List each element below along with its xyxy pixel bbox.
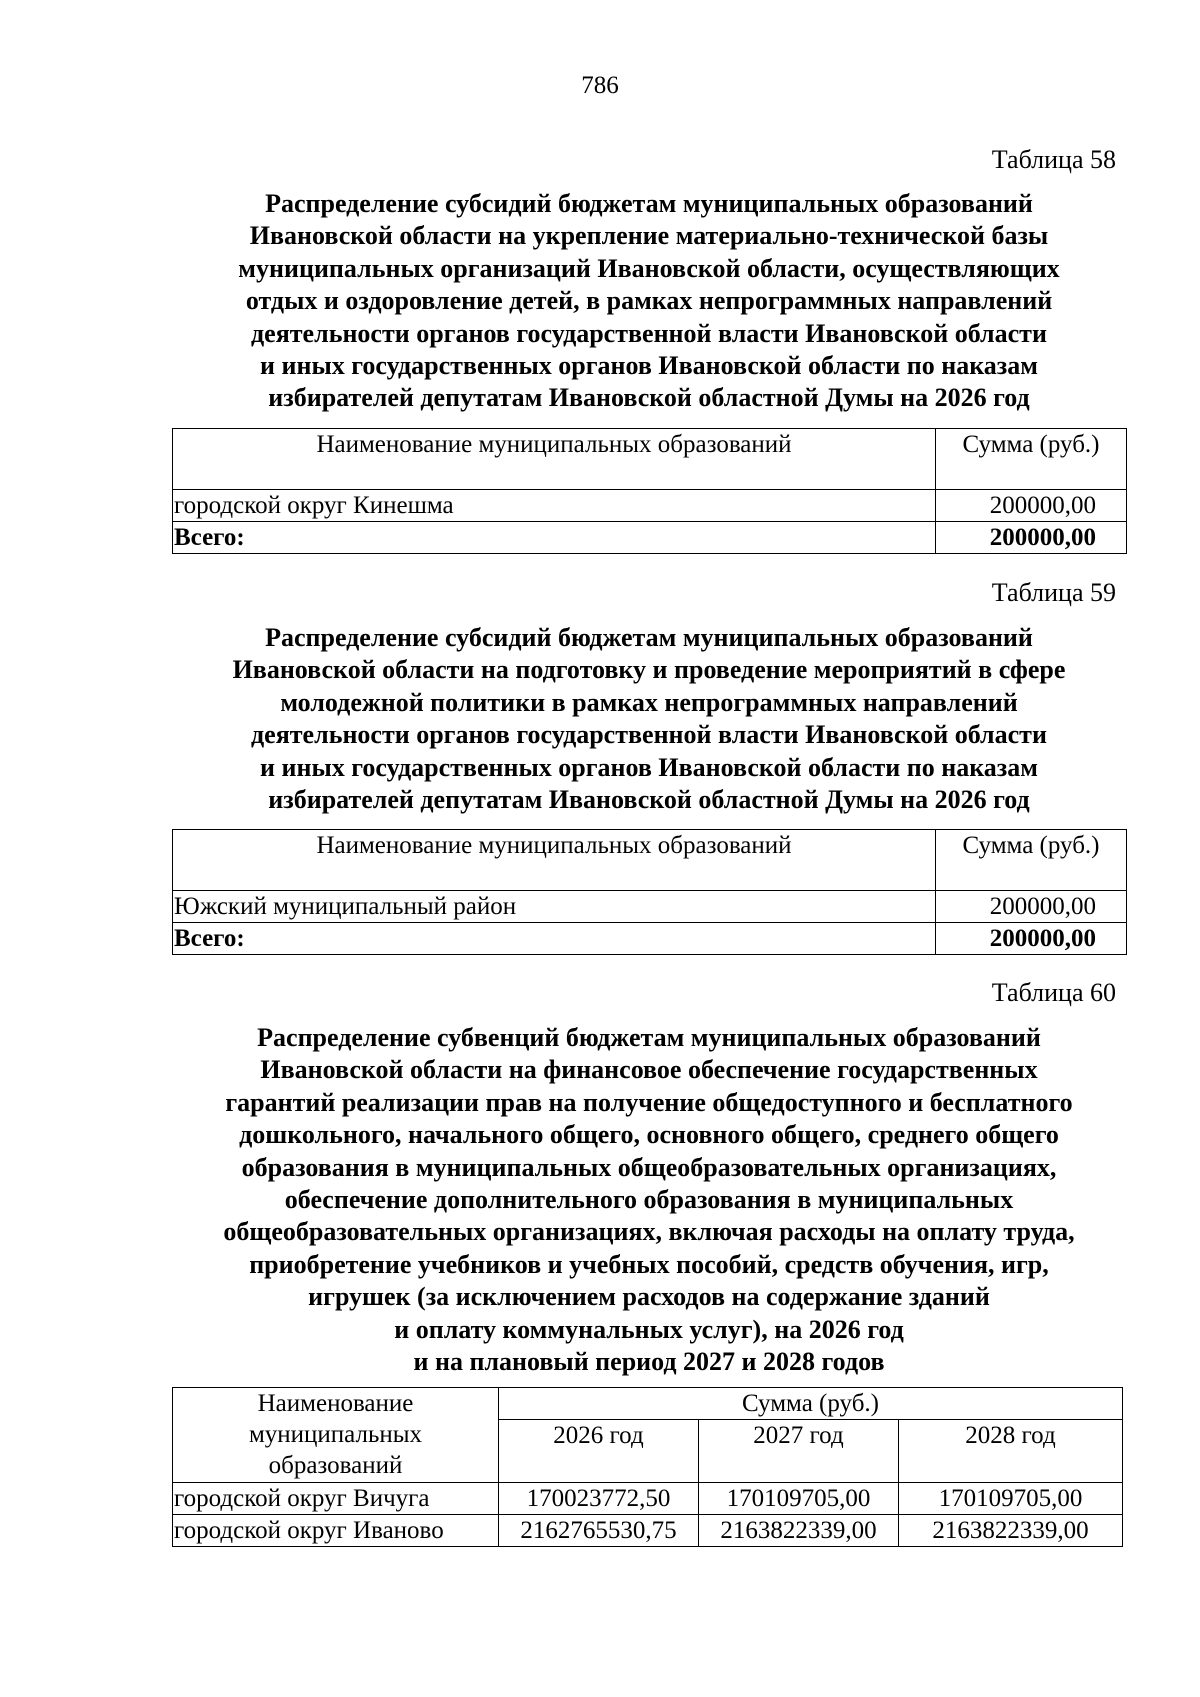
title-line: и на плановый период 2027 и 2028 годов (413, 1347, 885, 1377)
row-value: 2163822339,00 (699, 1515, 899, 1547)
title-line: деятельности органов государственной власти Ивановской области (251, 318, 1047, 348)
row-name: городской округ Кинешма (173, 490, 936, 522)
title-line: деятельности органов государственной власти Ивановской области (251, 720, 1047, 750)
table-row (173, 490, 1127, 522)
table-59-label: Таблица 59 (991, 578, 1116, 607)
table-58-label: Таблица 58 (991, 145, 1116, 174)
row-value: 2162765530,75 (499, 1515, 699, 1547)
table-60-label: Таблица 60 (991, 978, 1116, 1007)
title-line: образования в муниципальных общеобразовательных организациях, (241, 1152, 1057, 1182)
table-total-row (173, 923, 1127, 955)
table-58-title (172, 188, 1126, 415)
header-name-line: муниципальных (248, 1421, 423, 1448)
row-sum: 200000,00 (936, 490, 1127, 522)
title-line: Ивановской области на подготовку и проведение мероприятий в сфере (232, 655, 1066, 685)
title-line: и иных государственных органов Ивановской области по наказам (260, 351, 1038, 381)
title-line: избирателей депутатам Ивановской областной Думы на 2026 год (268, 785, 1030, 815)
header-year: 2028 год (899, 1420, 1123, 1483)
header-sum: Сумма (руб.) (936, 830, 1127, 891)
header-name: Наименование муниципальных образований (173, 830, 936, 891)
title-line: муниципальных организаций Ивановской области, осуществляющих (238, 253, 1060, 283)
table-60 (172, 1387, 1123, 1547)
row-sum: 200000,00 (936, 891, 1127, 923)
row-name: Южский муниципальный район (173, 891, 936, 923)
total-label: Всего: (173, 522, 936, 554)
header-year: 2027 год (699, 1420, 899, 1483)
header-name (173, 1388, 499, 1483)
total-sum: 200000,00 (936, 522, 1127, 554)
row-name: городской округ Вичуга (173, 1483, 499, 1515)
row-name: городской округ Иваново (173, 1515, 499, 1547)
row-value: 170023772,50 (499, 1483, 699, 1515)
title-line: Распределение субвенций бюджетам муниципальных образований (257, 1023, 1041, 1052)
table-total-row (173, 522, 1127, 554)
row-value: 170109705,00 (899, 1483, 1123, 1515)
table-59 (172, 829, 1127, 955)
title-line: Ивановской области на укрепление материально-технической базы (249, 221, 1049, 251)
header-name-line: Наименование (257, 1390, 414, 1417)
page-number: 786 (581, 72, 619, 99)
title-line: молодежной политики в рамках непрограммных направлений (280, 687, 1018, 717)
total-sum: 200000,00 (936, 923, 1127, 955)
header-sum: Сумма (руб.) (936, 429, 1127, 490)
row-value: 170109705,00 (699, 1483, 899, 1515)
title-line: Распределение субсидий бюджетам муниципальных образований (265, 623, 1033, 652)
title-line: и оплату коммунальных услуг), на 2026 год (394, 1314, 904, 1344)
title-line: приобретение учебников и учебных пособий, средств обучения, игр, (249, 1249, 1049, 1279)
row-value: 2163822339,00 (899, 1515, 1123, 1547)
header-sum: Сумма (руб.) (499, 1388, 1123, 1420)
title-line: Ивановской области на финансовое обеспечение государственных (260, 1055, 1038, 1085)
title-line: гарантий реализации прав на получение общедоступного и бесплатного (225, 1087, 1073, 1117)
header-name-line: образований (268, 1452, 403, 1479)
title-line: обеспечение дополнительного образования в муниципальных (284, 1185, 1014, 1215)
title-line: отдых и оздоровление детей, в рамках непрограммных направлений (245, 286, 1053, 316)
header-name: Наименование муниципальных образований (173, 429, 936, 490)
table-row (173, 1515, 1123, 1547)
table-header-row (173, 1388, 1123, 1420)
table-row (173, 891, 1127, 923)
title-line: и иных государственных органов Ивановской области по наказам (260, 752, 1038, 782)
title-line: игрушек (за исключением расходов на содержание зданий (308, 1282, 990, 1312)
table-header-row (173, 830, 1127, 891)
title-line: общеобразовательных организациях, включая расходы на оплату труда, (223, 1217, 1075, 1247)
table-59-title (172, 622, 1126, 816)
header-year: 2026 год (499, 1420, 699, 1483)
title-line: дошкольного, начального общего, основного общего, среднего общего (239, 1120, 1059, 1150)
table-60-title (172, 1022, 1126, 1378)
title-line: Распределение субсидий бюджетам муниципальных образований (265, 189, 1033, 218)
table-row (173, 1483, 1123, 1515)
table-58 (172, 428, 1127, 554)
title-line: избирателей депутатам Ивановской областной Думы на 2026 год (268, 383, 1030, 413)
table-header-row (173, 429, 1127, 490)
total-label: Всего: (173, 923, 936, 955)
